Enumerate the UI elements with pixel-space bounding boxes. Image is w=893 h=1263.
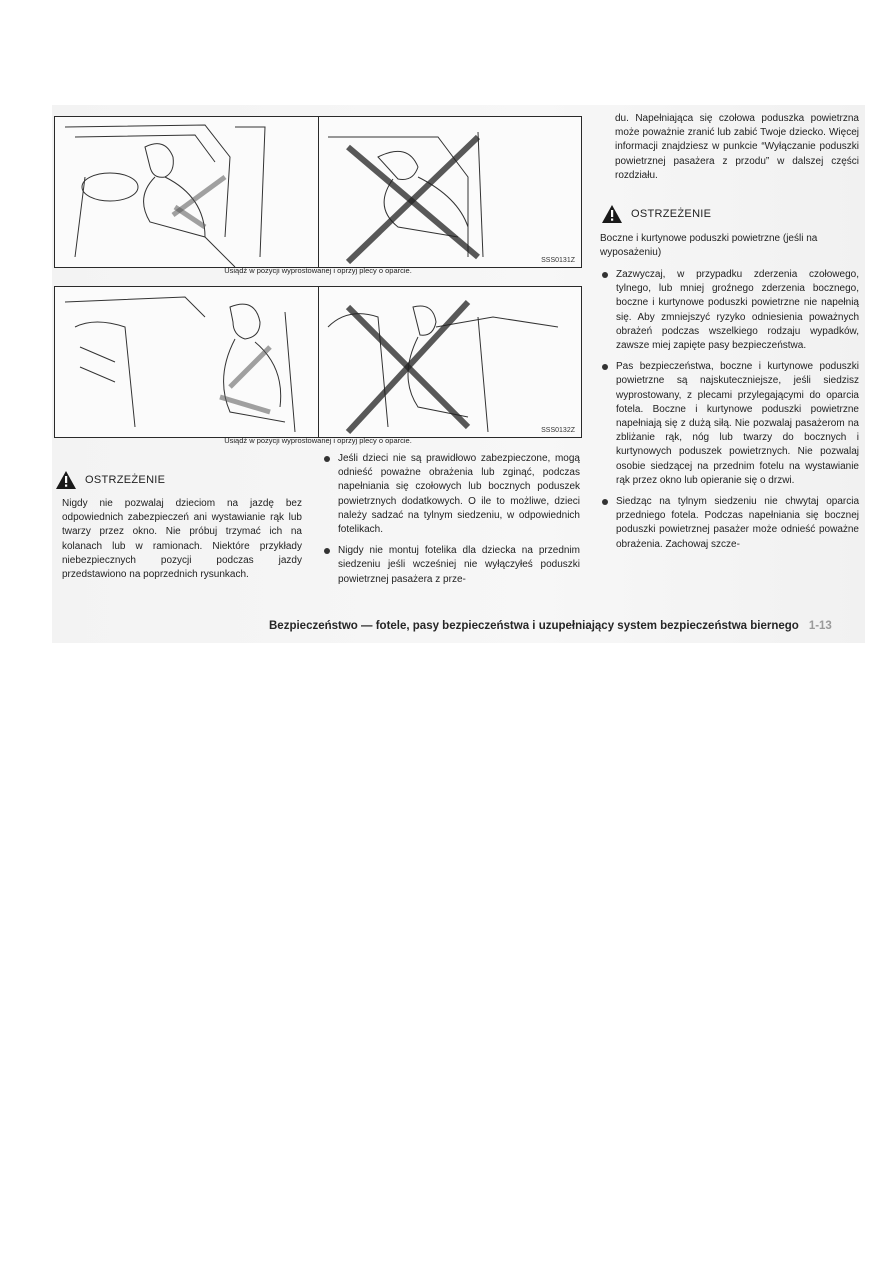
warning-subtitle: Boczne i kurtynowe poduszki powietrzne (jeśli na wyposażeniu) [600,233,818,259]
figure-code: SSS0132Z [541,427,575,434]
list-item: Nigdy nie montuj fotelika dla dziecka na przednim siedzeniu jeśli wcześniej nie wyłączyłeś poduszki powietrznej pasażera z prze- [322,544,580,587]
list-item: Jeśli dzieci nie są prawidłowo zabezpieczone, mogą odnieść poważne obrażenia lub zginąć, podczas napełniania się czołowych lub bocznych poduszek powietrznych dodatkowych. O ile to możliwe, dzieci należy sadzać na tylnym siedzeniu, w odpowiednich fotelikach. [322,452,580,537]
figure-caption: Usiądź w pozycji wyprostowanej i oprzyj plecy o oparcie. [224,436,412,445]
warning-heading-right [601,204,711,224]
figure-caption: Usiądź w pozycji wyprostowanej i oprzyj plecy o oparcie. [224,266,412,275]
warning-title: OSTRZEŻENIE [631,208,712,220]
list-item: Siedząc na tylnym siedzeniu nie chwytaj oparcia przedniego fotela. Podczas napełniania się bocznej poduszki powietrznej pasażer może odnieść poważne obrażenia. Zachowaj szcze- [600,495,859,552]
figure-1-correct-illustration [55,117,319,267]
right-continuation-text: du. Napełniająca się czołowa poduszka powietrzna może poważnie zranić lub zabić Twoje dziecko. Więcej informacji znajdziesz w punkcie “Wyłączanie poduszki powietrznej pasażera z przodu” w dalszej części rozdziału. [615,113,859,181]
list-item: Zazwyczaj, w przypadku zderzenia czołowego, tylnego, lub mniej groźnego zderzenia bocznego, boczne i kurtynowe poduszki powietrzne nie napełnią się. Aby zmniejszyć ryzyko odniesienia poważnych obrażeń podczas wszelkiego rodzaju wypadków, zawsze miej zapięte pasy bezpieczeństwa. [600,268,859,353]
warning-icon [55,470,77,490]
footer-title: Bezpieczeństwo — fotele, pasy bezpieczeństwa i uzupełniający system bezpieczeństwa biernego [269,620,799,632]
warning-icon [601,204,623,224]
warning-heading-left [55,470,165,490]
page-number: 1-13 [808,620,832,632]
figure-2 [54,286,582,438]
figure-2-correct-illustration [55,287,319,437]
page-footer [269,620,869,632]
middle-bullet-list [322,452,580,594]
list-item: Pas bezpieczeństwa, boczne i kurtynowe poduszki powietrzne są najskuteczniejsze, jeśli siedzisz wyprostowany, z plecami przylegającymi do oparcia fotela. Boczne i kurtynowe poduszki powietrzne napełniają się z dużą siłą. Nie pozwalaj pasażerom na zbliżanie rąk, nóg lub twarzy do bocznych i kurtynowych poduszek powietrznych. Nie pozwalaj osobie siedzącej na przednim fotelu na wystawianie rąk przez okno lub opieranie się o drzwi. [600,360,859,488]
figure-code: SSS0131Z [541,257,575,264]
figure-1 [54,116,582,268]
right-bullet-list [600,268,859,559]
warning-title: OSTRZEŻENIE [85,474,166,486]
warning-text-left: Nigdy nie pozwalaj dzieciom na jazdę bez odpowiednich zabezpieczeń ani wystawianie rąk lub twarzy przez okno. Nie próbuj trzymać ich na kolanach lub w ramionach. Niektóre przykłady niebezpiecznych pozycji podczas jazdy przedstawiono na poprzednich rysunkach. [62,498,302,581]
figure-1-incorrect-illustration [318,117,581,267]
figure-2-incorrect-illustration [318,287,581,437]
